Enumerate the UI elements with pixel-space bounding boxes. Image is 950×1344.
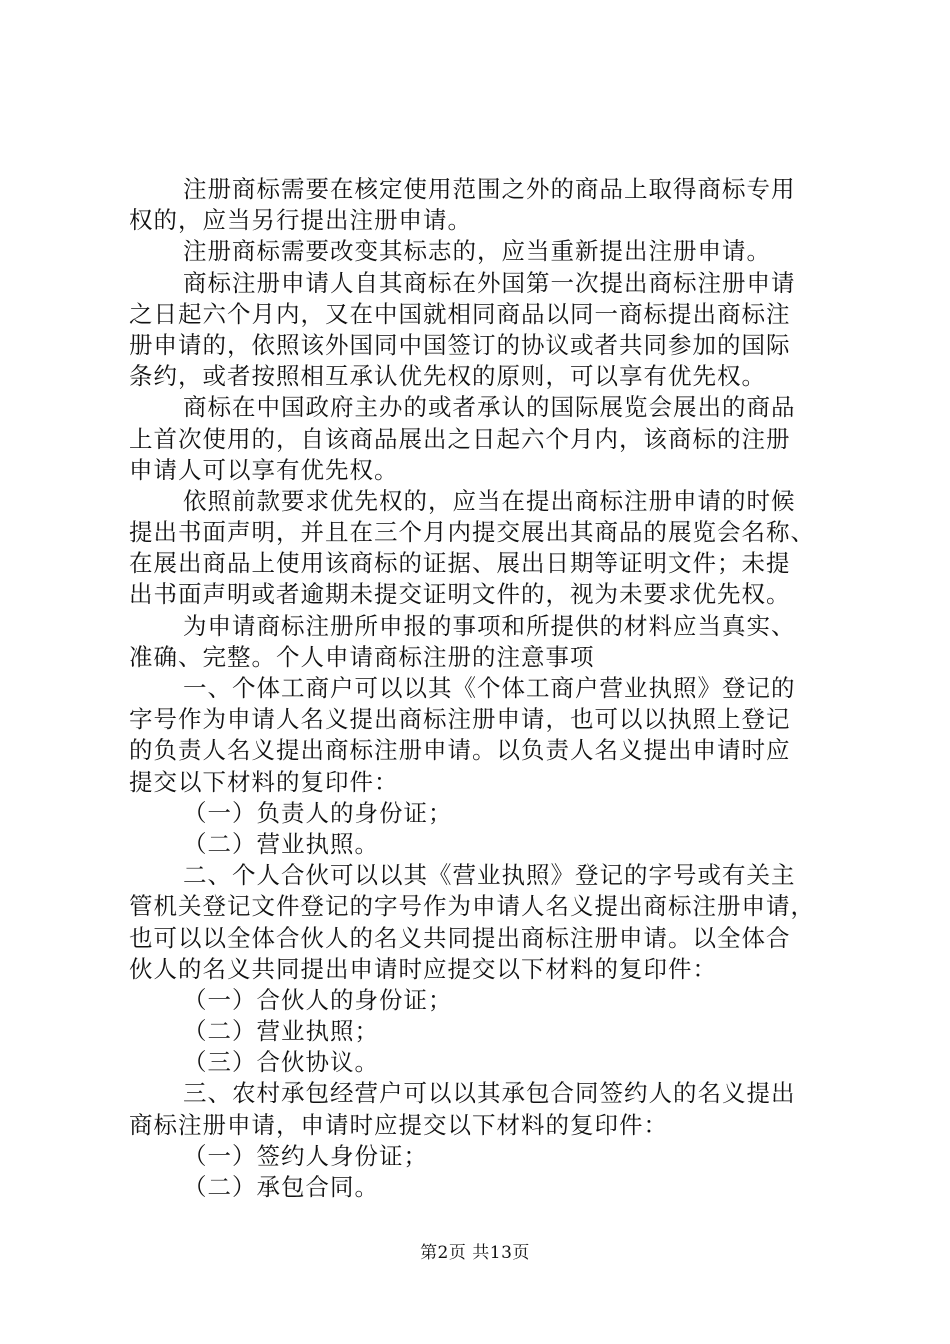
- text-line: 准确、完整。个人申请商标注册的注意事项: [129, 642, 595, 671]
- text-line: 商标在中国政府主办的或者承认的国际展览会展出的商品: [183, 393, 796, 422]
- text-line: （三）合伙协议。: [183, 1048, 379, 1077]
- text-line: 提出书面声明，并且在三个月内提交展出其商品的展览会名称、: [129, 518, 815, 547]
- text-line: 依照前款要求优先权的，应当在提出商标注册申请的时候: [183, 486, 796, 515]
- text-line: 册申请的，依照该外国同中国签订的协议或者共同参加的国际: [129, 330, 791, 359]
- text-line: （二）承包合同。: [183, 1173, 379, 1201]
- text-line: 上首次使用的，自该商品展出之日起六个月内，该商标的注册: [129, 424, 791, 453]
- text-line: 三、农村承包经营户可以以其承包合同签约人的名义提出: [183, 1079, 796, 1108]
- text-line: 也可以以全体合伙人的名义共同提出商标注册申请。以全体合: [129, 923, 791, 952]
- text-line: 管机关登记文件登记的字号作为申请人名义提出商标注册申请，: [129, 892, 815, 921]
- text-line: 的负责人名义提出商标注册申请。以负责人名义提出申请时应: [129, 736, 791, 765]
- text-line: 字号作为申请人名义提出商标注册申请，也可以以执照上登记: [129, 705, 791, 734]
- text-line: 条约，或者按照相互承认优先权的原则，可以享有优先权。: [129, 362, 766, 391]
- text-line: （一）负责人的身份证；: [183, 798, 453, 827]
- text-line: 为申请商标注册所申报的事项和所提供的材料应当真实、: [183, 611, 796, 640]
- document-body: [129, 174, 829, 1203]
- text-line: （一）合伙人的身份证；: [183, 985, 453, 1014]
- text-line: （二）营业执照；: [183, 1017, 379, 1046]
- text-line: 注册商标需要改变其标志的，应当重新提出注册申请。: [183, 237, 771, 266]
- text-line: 在展出商品上使用该商标的证据、展出日期等证明文件；未提: [129, 549, 791, 578]
- text-line: 申请人可以享有优先权。: [129, 455, 399, 484]
- text-line: 出书面声明或者逾期未提交证明文件的，视为未要求优先权。: [129, 580, 791, 609]
- text-line: 之日起六个月内，又在中国就相同商品以同一商标提出商标注: [129, 299, 791, 328]
- text-line: 商标注册申请，申请时应提交以下材料的复印件：: [129, 1110, 668, 1139]
- text-line: （二）营业执照。: [183, 829, 379, 858]
- page-number-footer: 第2页 共13页: [420, 1243, 530, 1263]
- text-line: 权的，应当另行提出注册申请。: [129, 206, 472, 235]
- text-line: 提交以下材料的复印件：: [129, 767, 399, 796]
- text-line: 二、个人合伙可以以其《营业执照》登记的字号或有关主: [183, 861, 796, 890]
- text-line: 一、个体工商户可以以其《个体工商户营业执照》登记的: [183, 674, 796, 702]
- text-line: 注册商标需要在核定使用范围之外的商品上取得商标专用: [183, 175, 796, 203]
- text-line: 伙人的名义共同提出申请时应提交以下材料的复印件：: [129, 954, 717, 983]
- text-line: 商标注册申请人自其商标在外国第一次提出商标注册申请: [183, 268, 796, 297]
- text-line: （一）签约人身份证；: [183, 1141, 428, 1170]
